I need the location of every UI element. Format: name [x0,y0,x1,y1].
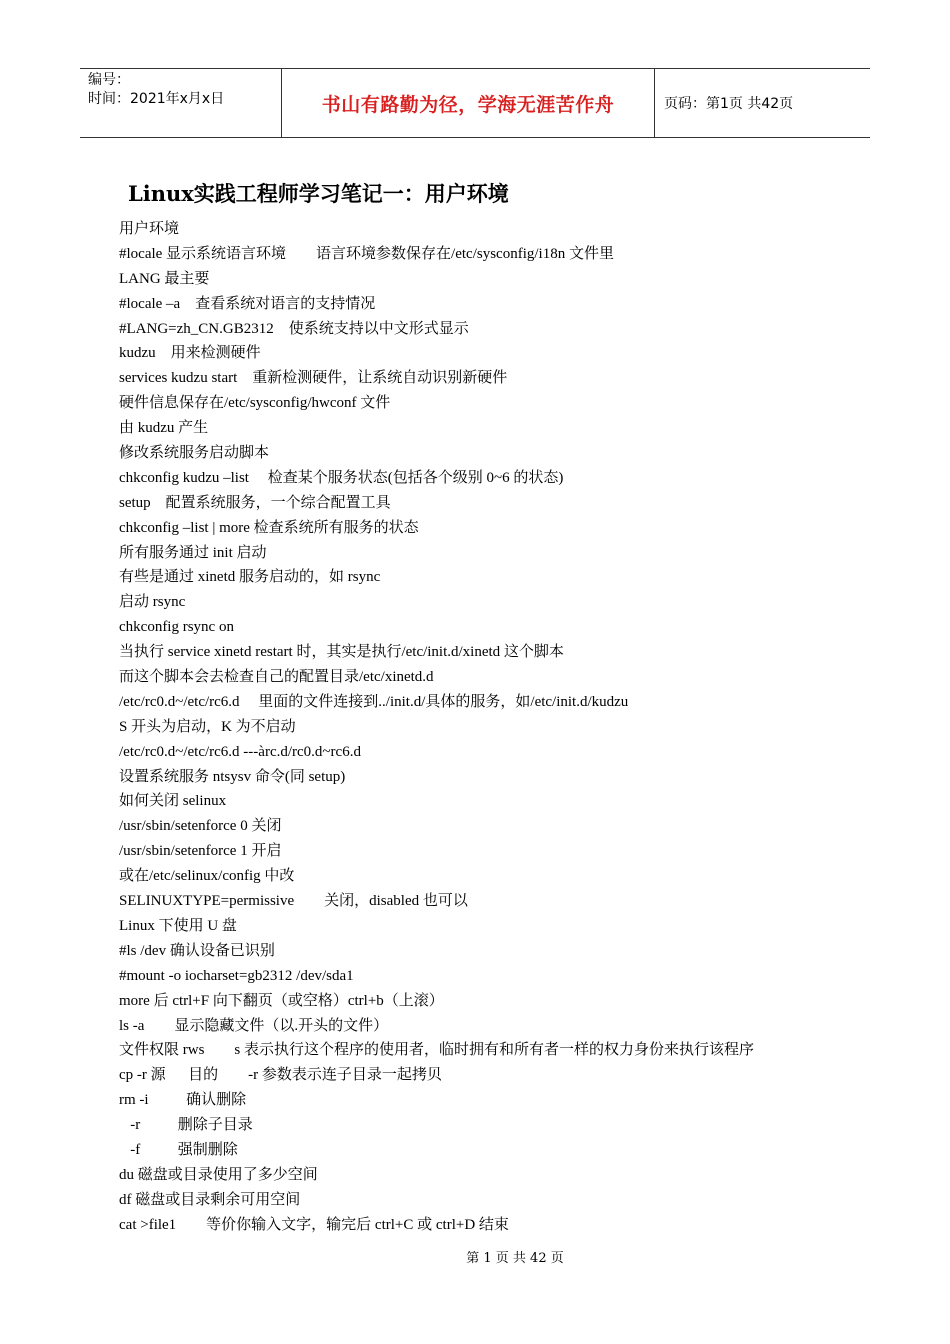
body-line: 如何关闭 selinux [119,793,227,810]
body-line: cat >file1 等价你输入文字，输完后 ctrl+C 或 ctrl+D 结束 [119,1216,509,1233]
body-line: #mount -o iocharset=gb2312 /dev/sda1 [119,967,354,984]
body-line: S 开头为启动，K 为不启动 [119,718,296,735]
body-line: chkconfig –list | more 检查系统所有服务的状态 [119,519,419,536]
body-line: 修改系统服务启动脚本 [119,445,270,462]
body-line: 由 kudzu 产生 [119,420,209,437]
body-line: 而这个脚本会去检查自己的配置目录/etc/xinetd.d [119,669,434,686]
body-line: #LANG=zh_CN.GB2312 使系统支持以中文形式显示 [119,320,469,337]
page-footer: 第 1 页 共 42 页 [466,1251,564,1266]
body-line: 所有服务通过 init 启动 [119,544,267,561]
page-info: 页码：第1页 共42页 [664,96,794,112]
body-line: /usr/sbin/setenforce 0 关闭 [119,818,282,835]
body-line: cp -r 源 目的 -r 参数表示连子目录一起拷贝 [119,1067,442,1084]
body-line: -r 删除子目录 [119,1117,253,1134]
body-line: 硬件信息保存在/etc/sysconfig/hwconf 文件 [119,395,391,412]
body-line: #locale 显示系统语言环境 语言环境参数保存在/etc/sysconfig/i18n 文件里 [119,245,614,262]
body-line: /usr/sbin/setenforce 1 开启 [119,843,282,860]
body-line: 当执行 service xinetd restart 时，其实是执行/etc/init.d/xinetd 这个脚本 [119,644,564,661]
body-line: /etc/rc0.d~/etc/rc6.d ---àrc.d/rc0.d~rc6.d [119,743,361,760]
body-line: setup 配置系统服务，一个综合配置工具 [119,494,391,511]
body-line: 文件权限 rws s 表示执行这个程序的使用者，临时拥有和所有者一样的权力身份来执行该程序 [119,1042,755,1059]
body-line: more 后 ctrl+F 向下翻页（或空格）ctrl+b（上滚） [119,992,444,1009]
body-line: -f 强制删除 [119,1141,238,1158]
body-line: /etc/rc0.d~/etc/rc6.d 里面的文件连接到../init.d/具体的服务，如/etc/init.d/kudzu [119,693,629,710]
body-line: services kudzu start 重新检测硬件，让系统自动识别新硬件 [119,370,508,387]
body-line: kudzu 用来检测硬件 [119,345,261,362]
body-line: 设置系统服务 ntsysv 命令(同 setup) [119,768,346,785]
motto-text: 书山有路勤为径，学海无涯苦作舟 [321,93,615,116]
date-label: 时间：2021年x月x日 [88,91,225,107]
body-line: chkconfig kudzu –list 检查某个服务状态(包括各个级别 0~6 的状态) [119,469,564,486]
body-line: SELINUXTYPE=permissive 关闭，disabled 也可以 [119,893,468,910]
body-line: 启动 rsync [119,594,186,611]
header-page-cell [655,69,870,137]
body-line: du 磁盘或目录使用了多少空间 [119,1166,318,1183]
body-line: 或在/etc/selinux/config 中改 [119,868,295,885]
body-line: 有些是通过 xinetd 服务启动的，如 rsync [119,569,381,586]
header-meta-cell [80,69,282,137]
body-line: 用户环境 [119,221,180,237]
body-line: df 磁盘或目录剩余可用空间 [119,1191,301,1208]
body-line: #ls /dev 确认设备已识别 [119,942,275,959]
body-line: Linux 下使用 U 盘 [119,917,237,934]
body-line: chkconfig rsync on [119,619,234,636]
document-body [119,217,879,1238]
document-title: Linux实践工程师学习笔记一：用户环境 [128,181,509,206]
document-header [80,68,870,138]
body-line: rm -i 确认删除 [119,1092,247,1109]
header-motto-cell [282,69,655,137]
body-line: LANG 最主要 [119,270,210,287]
number-label: 编号： [88,72,130,88]
body-line: #locale –a 查看系统对语言的支持情况 [119,295,376,312]
body-line: ls -a 显示隐藏文件（以.开头的文件） [119,1017,389,1034]
